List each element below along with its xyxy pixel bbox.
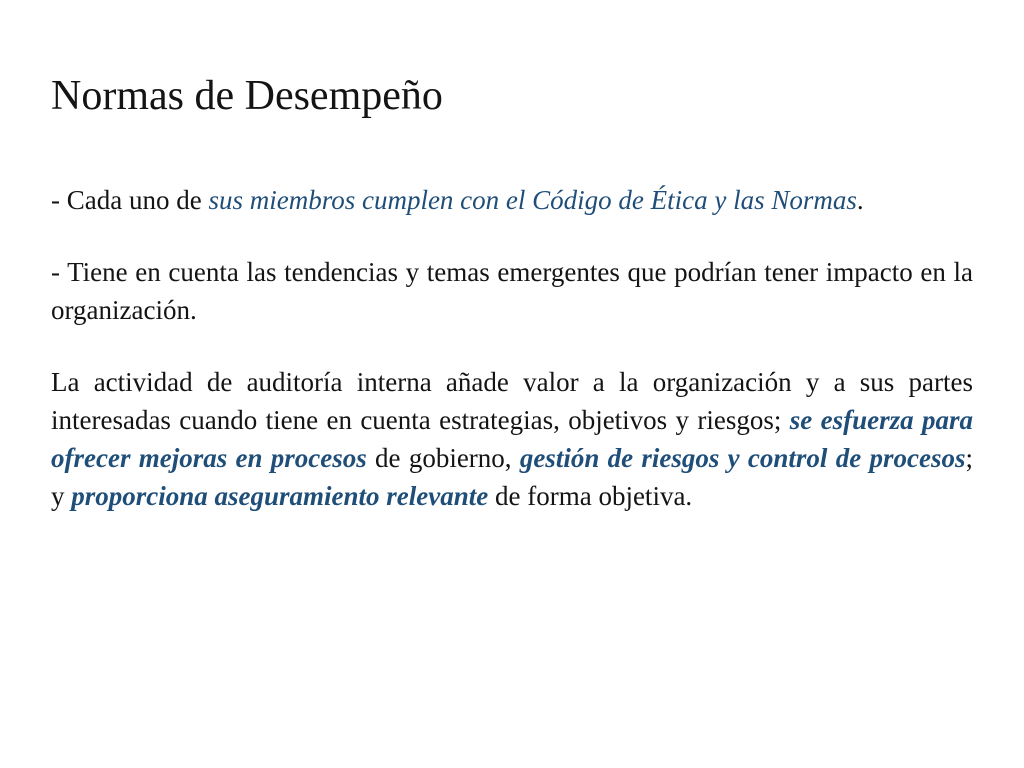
paragraph-3 bbox=[51, 363, 973, 515]
text-run: ; y bbox=[51, 443, 973, 511]
emphasis-run: se esfuerza para ofrecer mejoras en procesos bbox=[51, 405, 973, 473]
text-run: . bbox=[856, 185, 864, 215]
slide-body bbox=[51, 181, 973, 515]
paragraph-1 bbox=[51, 181, 973, 219]
text-run: de gobierno, bbox=[366, 443, 520, 473]
emphasis-run: gestión de riesgos y control de procesos bbox=[519, 443, 966, 473]
text-run: - Tiene en cuenta las tendencias y temas emergentes que podrían tener impacto en la organización. bbox=[51, 257, 973, 325]
text-run: de forma objetiva. bbox=[488, 481, 693, 511]
text-run: - Cada uno de bbox=[51, 185, 209, 215]
slide-title: Normas de Desempeño bbox=[51, 73, 443, 119]
emphasis-run: proporciona aseguramiento relevante bbox=[71, 481, 489, 511]
text-run: La actividad de auditoría interna añade valor a la organización y a sus partes interesadas cuando tiene en cuenta estrategias, objetivos y riesgos; bbox=[51, 367, 973, 435]
paragraph-2 bbox=[51, 253, 973, 329]
emphasis-run: sus miembros cumplen con el Código de Ética y las Normas bbox=[208, 185, 857, 215]
